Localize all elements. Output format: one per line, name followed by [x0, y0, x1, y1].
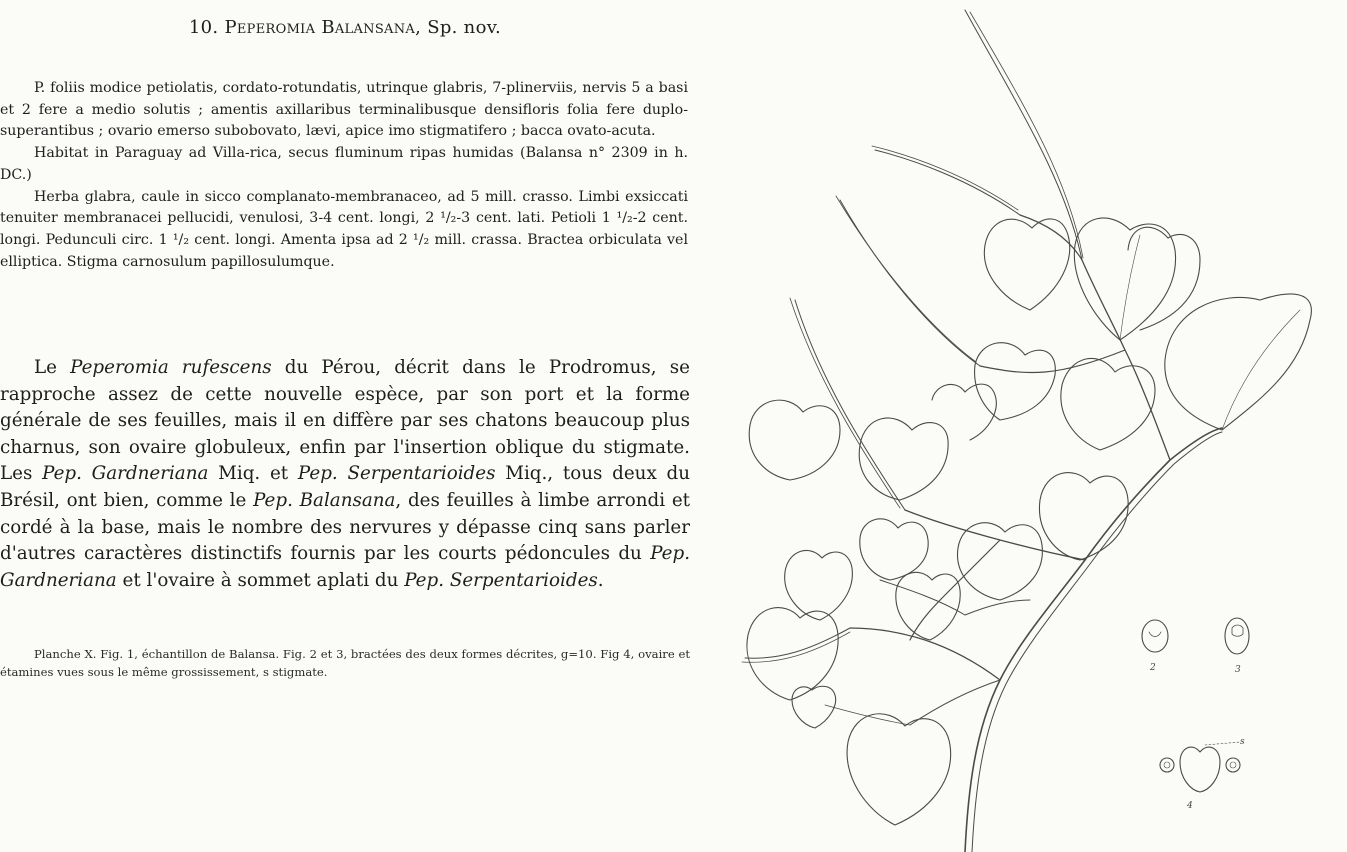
main-stem — [965, 428, 1222, 852]
catkin — [840, 200, 980, 366]
leaf — [975, 343, 1056, 420]
svg-text:2: 2 — [1150, 663, 1156, 673]
french-paragraph: Le Peperomia rufescens du Pérou, décrit dans le Prodromus, se rapproche assez de cette nouvelle espèce, par son port et la forme générale de ses feuilles, mais il en diffère par ses chatons beaucoup plus charnus, son ovaire globuleux, enfin par l'insertion oblique du stigmate. Les Pep. Gardneriana Miq. et Pep. Serpentarioides Miq., tous deux du Brésil, ont bien, comme le Pep. Balansana, des feuilles à limbe arrondi et cordé à la base, mais le nombre des nervures y dépasse cinq sans parler d'autres caractères distinctifs fournis par les courts pédoncules du Pep. Gardneriana et l'ovaire à sommet aplati du Pep. Serpentarioides. — [0, 357, 690, 591]
plate-caption-text: Planche X. Fig. 1, échantillon de Balansa. Fig. 2 et 3, bractées des deux formes décrites, g=10. Fig 4, ovaire et étamines vues sous le même grossissement, s stigmate. — [0, 647, 690, 679]
taxon-name: Peperomia rufescens — [70, 357, 272, 378]
leaf — [1061, 358, 1155, 450]
leaf — [749, 400, 840, 480]
heading-genus: Peperomia — [224, 17, 316, 38]
catkin — [795, 300, 905, 510]
leaf — [958, 523, 1043, 600]
leaf — [847, 714, 951, 825]
taxon-name: Pep. Balansana — [253, 489, 396, 511]
leaf — [792, 686, 836, 728]
leaf — [932, 384, 996, 440]
taxon-name: Pep. Serpentarioides — [297, 463, 496, 485]
french-discussion — [0, 355, 690, 594]
bract-figure-3 — [1225, 618, 1249, 675]
catkin — [745, 628, 850, 658]
svg-text:3: 3 — [1235, 665, 1241, 675]
catkin — [875, 150, 1020, 215]
taxon-name: Pep. Serpentarioides — [404, 569, 598, 591]
leaf — [859, 418, 948, 500]
taxon-name: Pep. Gardneriana — [0, 543, 690, 591]
heading-number: 10. — [188, 17, 219, 38]
heading-suffix: Sp. nov. — [427, 17, 502, 38]
taxon-name: Pep. Gardneriana — [42, 463, 209, 485]
leaf — [896, 572, 960, 640]
latin-habitat: Habitat in Paraguay ad Villa-rica, secus fluminum ripas humidas (Balansa n° 2309 in h. DC.) — [0, 145, 688, 183]
upper-branch — [1082, 260, 1170, 460]
ovary-figure-4 — [1160, 737, 1245, 811]
botanical-plate-illustration — [700, 0, 1347, 852]
plate-caption — [0, 646, 690, 681]
leaf — [785, 550, 853, 620]
heading-species: Balansana — [321, 17, 416, 38]
peperomia-drawing — [700, 0, 1347, 852]
svg-text:4: 4 — [1187, 801, 1193, 811]
leaf — [1039, 473, 1128, 560]
left-branch — [905, 510, 1085, 560]
svg-text:s: s — [1240, 737, 1245, 747]
latin-description — [0, 78, 688, 273]
leaf — [1165, 294, 1312, 430]
bract-figure-2 — [1142, 620, 1168, 673]
catkin — [880, 580, 965, 615]
leaf — [860, 519, 928, 580]
latin-diagnosis: P. foliis modice petiolatis, cordato-rotundatis, utrinque glabris, 7-plinerviis, nervis 5 a basi et 2 fere a medio solutis ; amentis axillaribus terminalibusque densifloris folia fere duplo-superantibus ; ovario emerso subobovato, lævi, apice imo stigmatifero ; bacca ovato-acuta. — [0, 80, 688, 140]
species-heading: 10. Peperomia Balansana, Sp. nov. — [188, 17, 502, 38]
latin-morphology: Herba glabra, caule in sicco complanato-membranaceo, ad 5 mill. crasso. Limbi exsiccati tenuiter membranacei pellucidi, venulosi, 3-4 cent. longi, 2 ¹/₂-3 cent. lati. Petioli 1 ¹/₂-2 cent. longi. Pedunculi circ. 1 ¹/₂ cent. longi. Amenta ipsa ad 2 ¹/₂ mill. crassa. Bractea orbiculata vel elliptica. Stigma carnosulum papillosulumque. — [0, 188, 688, 270]
